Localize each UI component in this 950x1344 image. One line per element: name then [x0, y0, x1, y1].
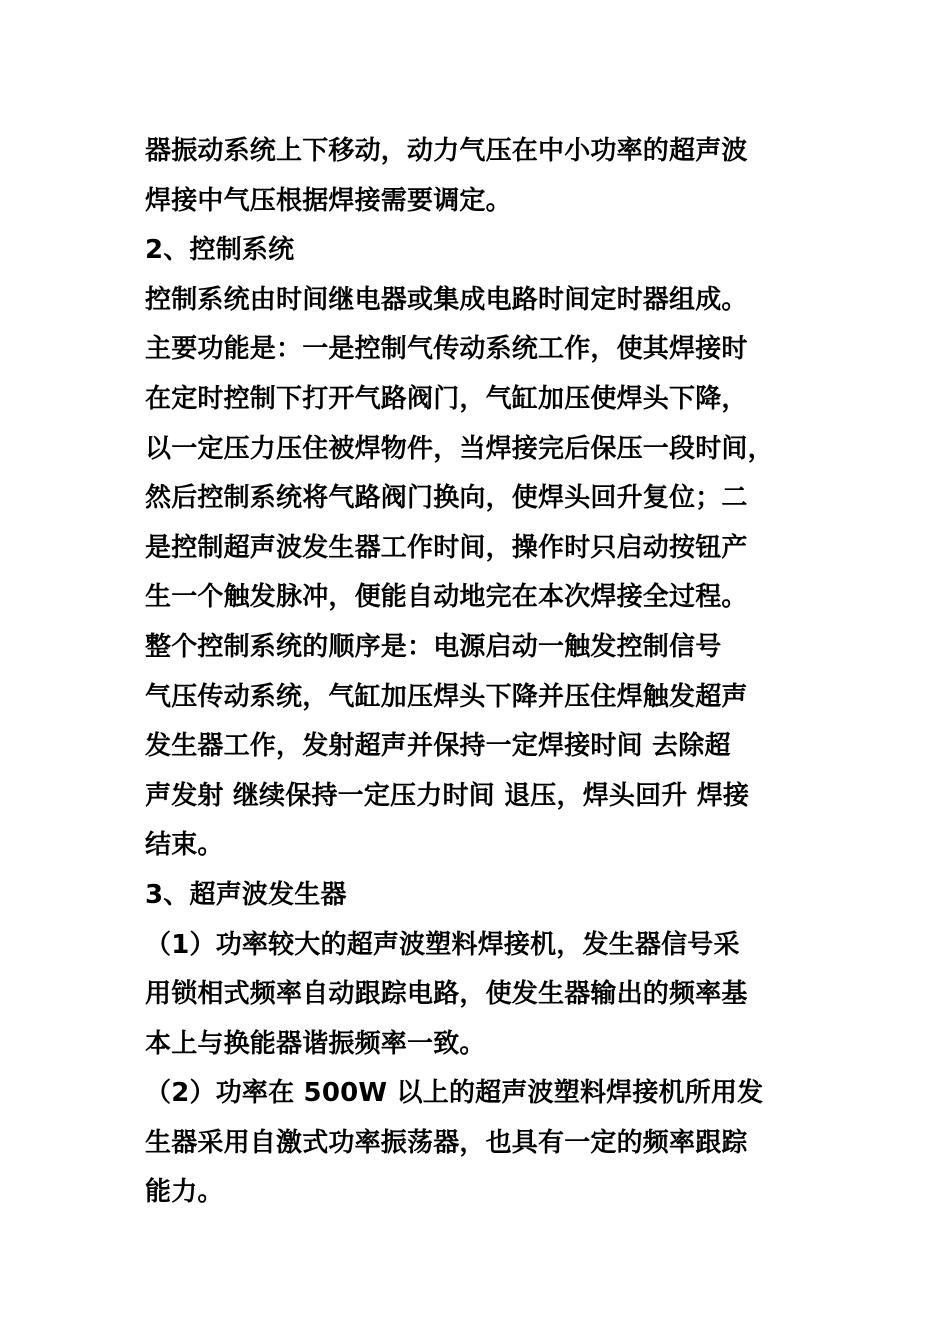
text-line: 焊接中气压根据焊接需要调定。 — [145, 185, 512, 216]
text-line: 气压传动系统，气缸加压焊头下降并压住焊触发超声 — [145, 681, 748, 712]
text-line: 发生器工作，发射超声并保持一定焊接时间 去除超 — [145, 731, 731, 762]
text-line: 声发射 继续保持一定压力时间 退压，焊头回升 焊接 — [145, 780, 750, 811]
text-line: 然后控制系统将气路阀门换向，使焊头回升复位；二 — [145, 483, 748, 514]
text-line: 生一个触发脉冲，便能自动地完在本次焊接全过程。 — [145, 582, 748, 613]
text-line: 能力。 — [145, 1177, 224, 1208]
section-heading: 2、控制系统 — [145, 235, 295, 266]
text-line: （2）功率在 500W 以上的超声波塑料焊接机所用发 — [145, 1078, 764, 1109]
text-line: 用锁相式频率自动跟踪电路，使发生器输出的频率基 — [145, 979, 748, 1010]
text-line: 主要功能是：一是控制气传动系统工作，使其焊接时 — [145, 334, 748, 365]
document-body — [145, 127, 835, 1218]
text-line: 控制系统由时间继电器或集成电路时间定时器组成。 — [145, 284, 748, 315]
section-heading: 3、超声波发生器 — [145, 879, 347, 910]
text-line: 在定时控制下打开气路阀门，气缸加压使焊头下降， — [145, 383, 748, 414]
text-line: 器振动系统上下移动，动力气压在中小功率的超声波 — [145, 136, 748, 166]
text-line: 本上与换能器谐振频率一致。 — [145, 1028, 486, 1059]
text-line: 生器采用自激式功率振荡器，也具有一定的频率跟踪 — [145, 1127, 748, 1158]
text-line: 是控制超声波发生器工作时间，操作时只启动按钮产 — [145, 532, 748, 563]
text-line: 以一定压力压住被焊物件，当焊接完后保压一段时间， — [145, 433, 774, 464]
text-line: 整个控制系统的顺序是：电源启动一触发控制信号 — [145, 631, 722, 662]
text-line: （1）功率较大的超声波塑料焊接机，发生器信号采 — [145, 929, 740, 960]
text-line: 结束。 — [145, 830, 224, 861]
